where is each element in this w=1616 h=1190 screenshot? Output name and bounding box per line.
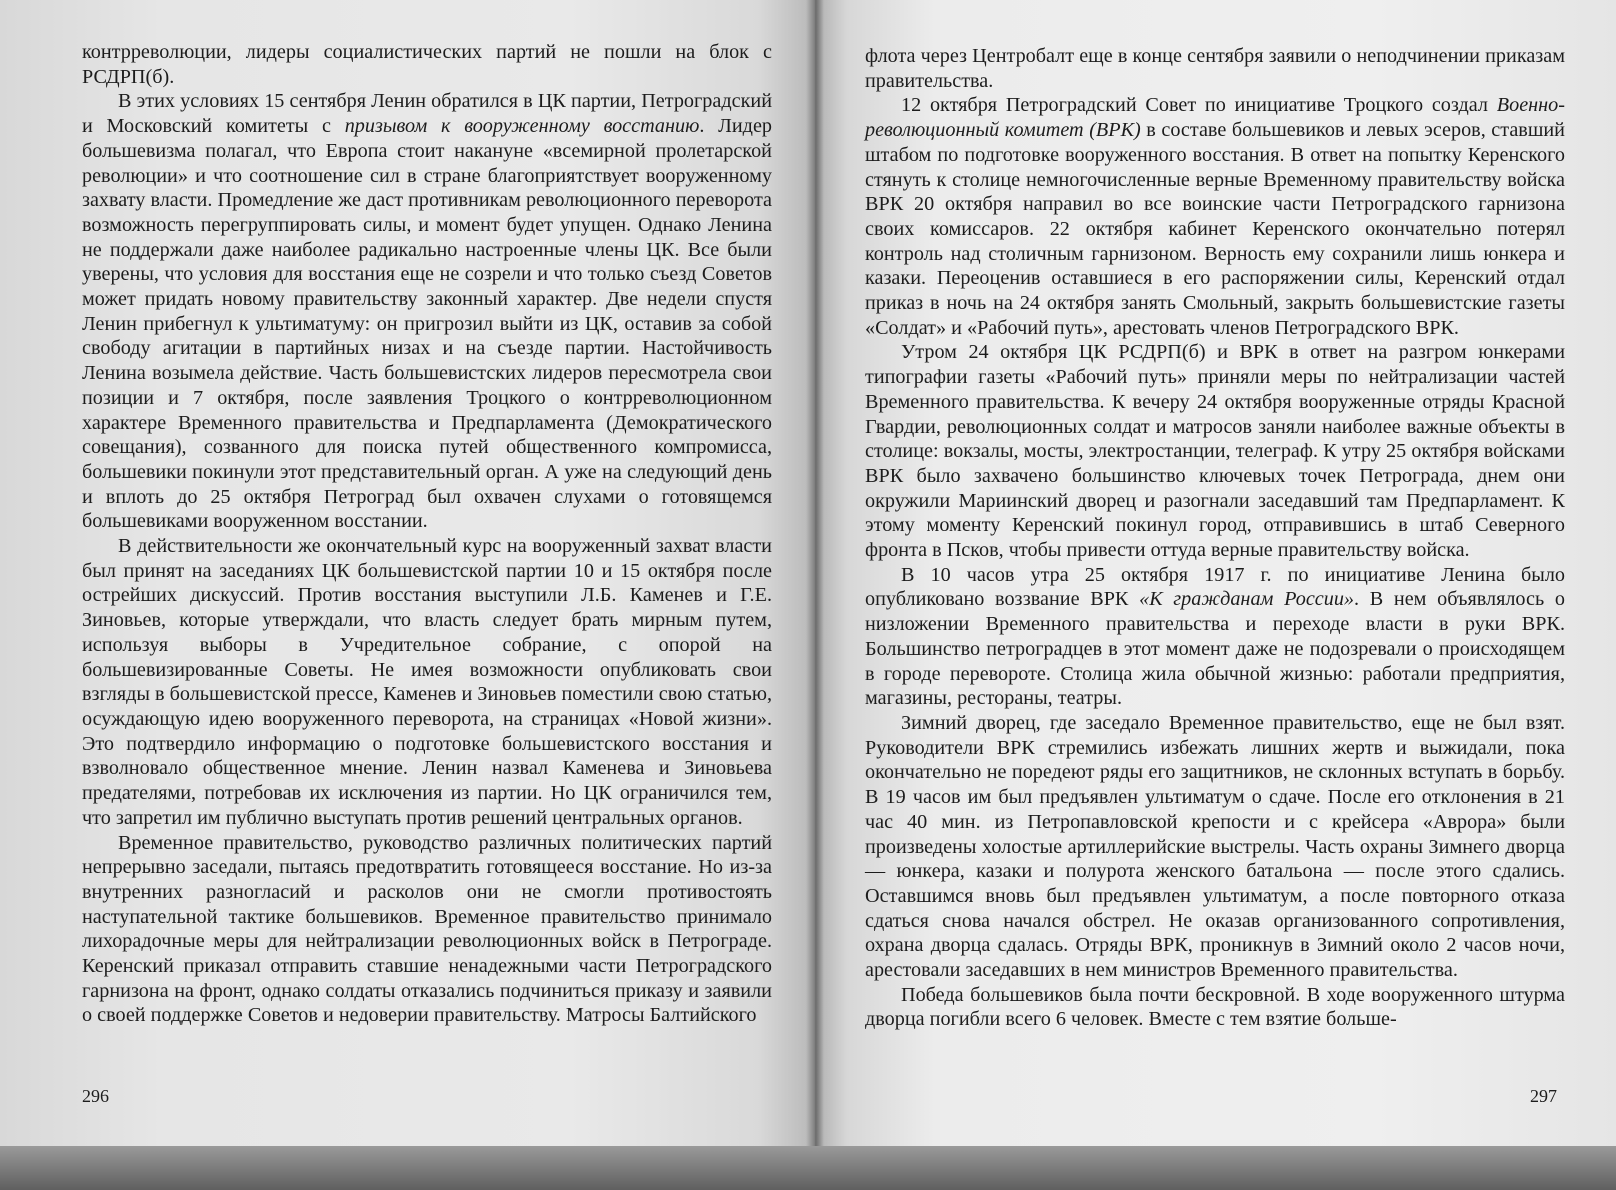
- left-page: [0, 0, 815, 1150]
- emphasis-text: Военно-революционный комитет (ВРК): [865, 94, 1565, 142]
- text-run: . Лидер большевизма полагал, что Европа стоит накануне «всемирной пролетарской революции» и что соотношение сил в стране благоприятствует вооруженному захвату власти. Промедление же даст противникам революционного переворота возможность перегруппировать силы, и момент будет упущен. Однако Ленина не поддержали даже наиболее радикально настроенные члены ЦК. Все были уверены, что условия для восстания еще не созрели и что только съезд Советов может придать новому правительству законный характер. Две недели спустя Ленин прибегнул к ультиматуму: он пригрозил выйти из ЦК, оставив за собой свободу агитации в партийных низах и на съезде партии. Настойчивость Ленина возымела действие. Часть большевистских лидеров пересмотрела свои позиции и 7 октября, после заявления Троцкого о контрреволюционном характере Временного правительства и Предпарламента (Демократического совещания), созванного для поиска путей общественного компромисса, большевики покинули этот представительный орган. А уже на следующий день и вплоть до 25 октября Петроград был охвачен слухами о готовящемся большевиками вооруженном восстании.: [82, 115, 772, 533]
- paragraph: [82, 534, 772, 830]
- right-page: [815, 0, 1616, 1150]
- left-page-number: 296: [82, 1086, 109, 1106]
- paragraph: [82, 831, 772, 1029]
- text-run: В 10 часов утра 25 октября 1917 г. по инициативе Ленина было опубликовано воззвание ВРК: [865, 563, 1565, 611]
- paragraph: [865, 711, 1565, 983]
- text-run: Временное правительство, руководство различных политических партий непрерывно заседали, пытаясь предотвратить готовящееся восстание. Но из-за внутренних разногласий и расколов они не смогли противостоять наступательной тактике большевиков. Временное правительство принимало лихорадочные меры для нейтрализации революционных войск в Петрограде. Керенский приказал отправить ставшие ненадежными части Петроградского гарнизона на фронт, однако солдаты отказались подчиниться приказу и заявили о своей поддержке Советов и недоверии правительству. Матросы Балтийского: [82, 831, 772, 1027]
- text-run: Зимний дворец, где заседало Временное правительство, еще не был взят. Руководители ВРК стремились избежать лишних жертв и выжидали, пока окончательно не поредеют ряды его защитников, не склонных вступать в борьбу. В 19 часов им был предъявлен ультиматум о сдаче. После его отклонения в 21 час 40 мин. из Петропавловской крепости и с крейсера «Аврора» были произведены холостые артиллерийские выстрелы. Часть охраны Зимнего дворца — юнкера, казаки и полурота женского батальона — после этого сдались. Оставшимся вновь был предъявлен ультиматум, а после повторного отказа сдаться снова начался обстрел. Не оказав организованного сопротивления, охрана дворца сдалась. Отряды ВРК, проникнув в Зимний около 2 часов ночи, арестовали заседавших в нем министров Временного правительства.: [865, 711, 1565, 982]
- book-bottom-edge: [0, 1146, 1616, 1190]
- text-run: В действительности же окончательный курс на вооруженный захват власти был принят на заседаниях ЦК большевистской партии 10 и 15 октября после острейших дискуссий. Против восстания выступили Л.Б. Каменев и Г.Е. Зиновьев, которые утверждали, что власть следует брать мирным путем, используя выборы в Учредительное собрание, с опорой на большевизированные Советы. Не имея возможности опубликовать свои взгляды в большевистской прессе, Каменев и Зиновьев поместили свою статью, осуждающую идею вооруженного переворота, на страницах «Новой жизни». Это подтвердило информацию о подготовке большевистского восстания и взволновало общественное мнение. Ленин назвал Каменева и Зиновьева предателями, потребовав их исключения из партии. Но ЦК ограничился тем, что запретил им публично выступать против решений центральных органов.: [82, 535, 772, 829]
- text-run: контрреволюции, лидеры социалистических партий не пошли на блок с РСДРП(б).: [82, 41, 772, 88]
- right-page-number: 297: [1530, 1086, 1557, 1106]
- book-gutter: [806, 0, 824, 1150]
- emphasis-text: призывом к вооруженному восстанию: [344, 115, 700, 138]
- text-run: . В нем объявлялось о низложении Временного правительства и переходе власти в руки ВРК. Большинство петроградцев в этот момент даже не подозревали о происходящем в городе перевороте. Столица жила обычной жизнью: работали предприятия, магазины, рестораны, театры.: [865, 588, 1565, 710]
- paragraph: [865, 340, 1565, 562]
- paragraph: [865, 93, 1565, 340]
- paragraph: [82, 40, 772, 89]
- text-run: В этих условиях 15 сентября Ленин обратился в ЦК партии, Петроградский и Московский комитеты с: [82, 90, 772, 138]
- paragraph: [82, 89, 772, 534]
- paragraph: [865, 983, 1565, 1032]
- right-page-text: [865, 44, 1565, 1032]
- emphasis-text: «К гражданам России»: [1139, 588, 1355, 611]
- text-run: 12 октября Петроградский Совет по инициативе Троцкого создал: [901, 94, 1497, 117]
- text-run: Победа большевиков была почти бескровной. В ходе вооруженного штурма дворца погибли всего 6 человек. Вместе с тем взятие больше-: [865, 983, 1565, 1031]
- paragraph: [865, 44, 1565, 93]
- text-run: Утром 24 октября ЦК РСДРП(б) и ВРК в ответ на разгром юнкерами типографии газеты «Рабочий путь» приняли меры по нейтрализации частей Временного правительства. К вечеру 24 октября вооруженные отряды Красной Гвардии, революционных солдат и матросов заняли наиболее важные объекты в столице: вокзалы, мосты, электростанции, телеграф. К утру 25 октября войсками ВРК было захвачено большинство ключевых точек Петрограда, днем они окружили Мариинский дворец и разогнали заседавший там Предпарламент. К этому моменту Керенский покинул город, отправившись в штаб Северного фронта в Псков, чтобы привести оттуда верные правительству войска.: [865, 341, 1565, 562]
- paragraph: [865, 563, 1565, 711]
- left-page-text: [82, 40, 772, 1028]
- text-run: в составе большевиков и левых эсеров, ставший штабом по подготовке вооруженного восстания. В ответ на попытку Керенского стянуть к столице немногочисленные верные Временному правительству войска ВРК 20 октября направил во все воинские части Петроградского гарнизона своих комиссаров. 22 октября кабинет Керенского окончательно потерял контроль над столичным гарнизоном. Верность ему сохранили лишь юнкера и казаки. Переоценив оставшиеся в его распоряжении силы, Керенский отдал приказ в ночь на 24 октября занять Смольный, закрыть большевистские газеты «Солдат» и «Рабочий путь», арестовать членов Петроградского ВРК.: [865, 119, 1565, 339]
- text-run: флота через Центробалт еще в конце сентября заявили о неподчинении приказам правительства.: [865, 45, 1565, 92]
